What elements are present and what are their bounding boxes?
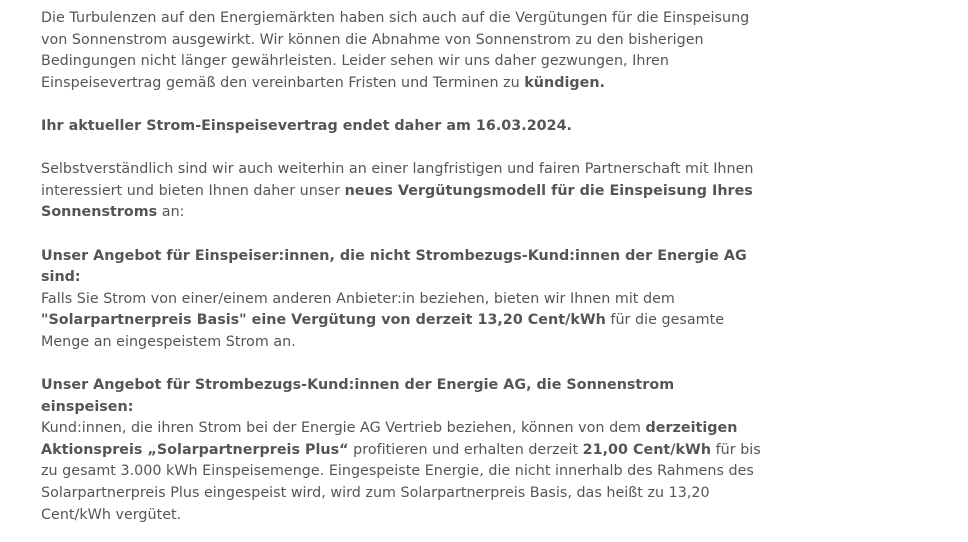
spacer [41,138,771,160]
end-date-text: Ihr aktueller Strom-Einspeisevertrag endet daher am 16.03.2024. [41,117,573,134]
offer-plus-heading [41,375,771,418]
offer-basis-heading-text: Unser Angebot für Einspeiser:innen, die nicht Strombezugs-Kund:innen der Energie AG sind: [41,247,747,286]
intro-bold-cancel: kündigen. [524,74,605,91]
offer-plus-bold-promo: derzeitigen Aktionspreis „Solarpartnerpreis Plus“ [41,420,738,458]
offer-plus-text-end: für bis zu gesamt 3.000 kWh Einspeisemenge. Eingespeiste Energie, die nicht innerhalb des Rahmens des Solarpartnerpreis Plus eingespeist wird, wird zum Solarpartnerpreis Basis, das heißt zu 13,20 Cent/kWh vergütet. [41,441,761,523]
end-date-paragraph [41,116,771,138]
offer-plus-heading-text: Unser Angebot für Strombezugs-Kund:innen der Energie AG, die Sonnenstrom einspeisen: [41,377,675,415]
offer-plus-bold-price: 21,00 Cent/kWh [582,441,712,458]
offer-basis-bold-price: "Solarpartnerpreis Basis" eine Vergütung von derzeit 13,20 Cent/kWh [41,312,606,329]
offer-basis-paragraph [41,289,771,354]
partnership-paragraph [41,159,771,224]
intro-text: Die Turbulenzen auf den Energiemärkten haben sich auch auf die Vergütungen für die Einspeisung von Sonnenstrom ausgewirkt. Wir können die Abnahme von Sonnenstrom zu den bisherigen Bedingungen nicht länger gewährleisten. Leider sehen wir uns daher gezwungen, Ihren Einspeisevertrag gemäß den vereinbarten Fristen und Terminen zu [41,10,750,91]
spacer [41,354,771,376]
spacer [41,224,771,246]
offer-basis-text: Falls Sie Strom von einer/einem anderen Anbieter:in beziehen, bieten wir Ihnen mit dem [41,290,675,307]
offer-basis-heading [41,246,771,289]
intro-paragraph [41,8,771,94]
spacer [41,94,771,116]
letter-body [41,8,771,526]
partnership-text-end: an: [157,204,185,221]
partnership-text: Selbstverständlich sind wir auch weiterhin an einer langfristigen und fairen Partnerschaft mit Ihnen interessiert und bieten Ihnen daher unser [41,161,754,199]
partnership-bold-model: neues Vergütungsmodell für die Einspeisung Ihres Sonnenstroms [41,182,753,221]
offer-basis-text-end: für die gesamte Menge an eingespeistem Strom an. [41,312,725,350]
offer-plus-paragraph [41,418,771,526]
offer-plus-text-mid: profitieren und erhalten derzeit [348,441,583,458]
offer-plus-text: Kund:innen, die ihren Strom bei der Energie AG Vertrieb beziehen, können von dem [41,420,646,437]
